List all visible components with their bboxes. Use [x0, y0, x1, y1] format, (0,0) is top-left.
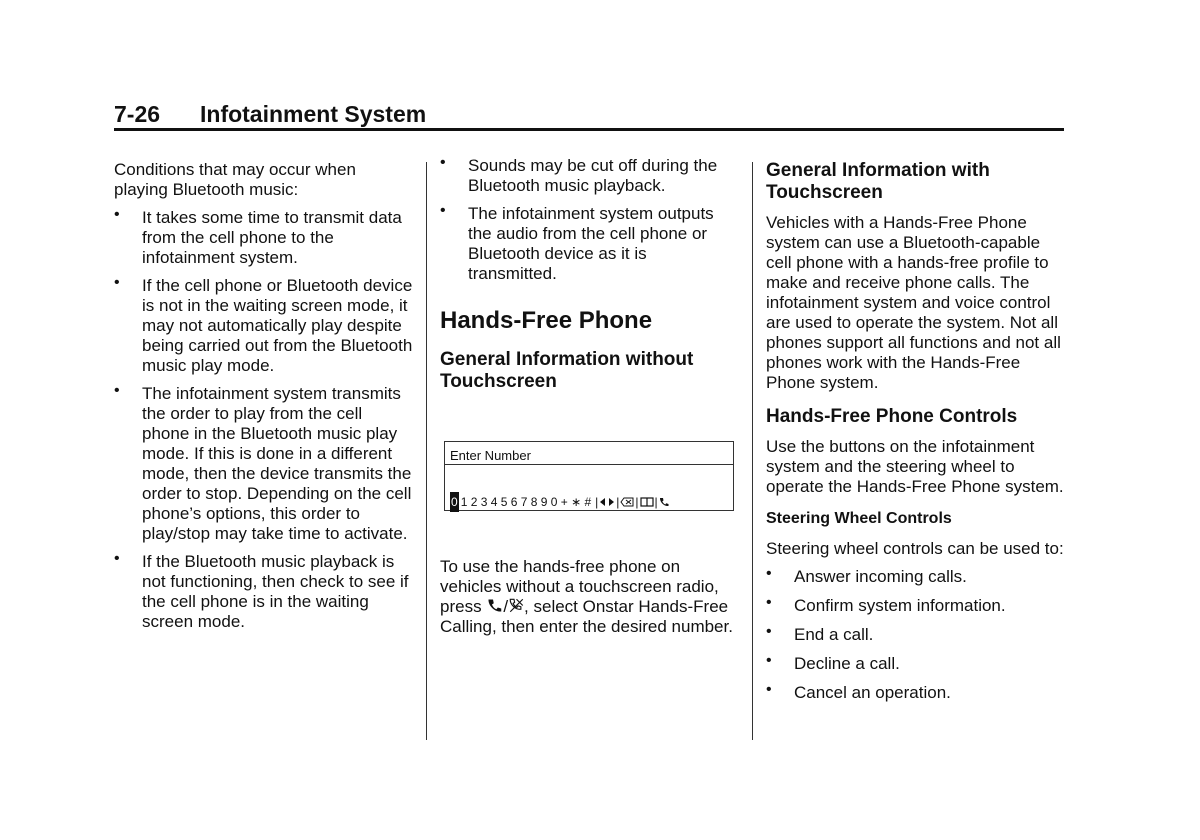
playback-notes-list [440, 156, 740, 284]
delete-icon [620, 497, 634, 507]
column-1 [114, 160, 414, 640]
column-divider-2 [752, 162, 753, 740]
page-header [114, 98, 1064, 132]
call-icon [659, 497, 669, 507]
phonebook-icon [640, 497, 654, 507]
section-title: Hands-Free Phone [440, 307, 653, 334]
column-3 [766, 160, 1066, 712]
list-item: • End a call. [766, 623, 874, 644]
list-item: • Answer incoming calls. [766, 565, 967, 586]
digit-keys: 1 2 3 4 5 6 7 8 9 0 + ∗ # [460, 495, 592, 509]
bullet: • [114, 550, 120, 567]
bullet: • [114, 382, 120, 399]
touchscreen-info-paragraph: Vehicles with a Hands-Free Phone system can use a Bluetooth-capable cell phone with a hands-free profile to make and receive phone calls. The infotainment system and voice control are used to operate the system. Not all phones support all functions and not all phones work with the Hands-Free Phone system. [766, 213, 1061, 392]
steering-wheel-functions-list [766, 567, 1066, 703]
list-item: • If the Bluetooth music playback is not functioning, then check to see if the cell phone is in the waiting screen mode. [114, 550, 409, 631]
page-number: 7-26 [114, 101, 161, 127]
number-entry-row: 0 1 2 3 4 5 6 7 8 9 0 + ∗ # | | | | [450, 492, 669, 512]
chapter-title: Infotainment System [200, 101, 427, 127]
bullet: • [766, 681, 772, 698]
steering-wheel-controls-title: Steering Wheel Controls [766, 510, 952, 527]
bullet: • [440, 154, 446, 171]
list-item: • Cancel an operation. [766, 681, 951, 702]
hang-up-icon [509, 598, 524, 613]
list-item: • The infotainment system outputs the audio from the cell phone or Bluetooth device as it is transmitted. [440, 202, 714, 283]
bluetooth-conditions-list [114, 208, 414, 632]
list-item: • Confirm system information. [766, 594, 1006, 615]
bullet: • [114, 206, 120, 223]
column-2 [440, 156, 740, 645]
list-item: • Decline a call. [766, 652, 900, 673]
subsection-title: General Information without Touchscreen [440, 349, 694, 392]
list-item: • Sounds may be cut off during the Bluetooth music playback. [440, 154, 718, 195]
screen-divider [445, 464, 733, 465]
list-item: • If the cell phone or Bluetooth device is not in the waiting screen mode, it may not automatically play despite being carried out from the Bluetooth music play mode. [114, 274, 413, 375]
hands-free-instructions: To use the hands-free phone on vehicles without a touchscreen radio, press / , select Onstar Hands-Free Calling, then enter the desired number. [440, 557, 733, 636]
selected-digit: 0 [450, 492, 459, 512]
bullet: • [766, 652, 772, 669]
header-rule [114, 128, 1064, 131]
enter-number-screen [444, 441, 734, 511]
bullet: • [766, 594, 772, 611]
list-item: • The infotainment system transmits the order to play from the cell phone in the Bluetooth music play mode. If this is done in a different mode, then the device transmits the order to stop. Depending on the cell phone’s options, this order to play/stop may take time to activate. [114, 382, 412, 543]
bullet: • [440, 202, 446, 219]
steering-wheel-intro: Steering wheel controls can be used to: [766, 539, 1064, 558]
left-right-arrows-icon [599, 497, 615, 507]
bullet: • [114, 274, 120, 291]
touchscreen-info-title: General Information with Touchscreen [766, 160, 990, 203]
list-item: • It takes some time to transmit data from the cell phone to the infotainment system. [114, 206, 402, 267]
screen-title: Enter Number [450, 448, 531, 463]
controls-paragraph: Use the buttons on the infotainment system and the steering wheel to operate the Hands-Free Phone system. [766, 437, 1064, 496]
bullet: • [766, 623, 772, 640]
intro-paragraph: Conditions that may occur when playing Bluetooth music: [114, 160, 356, 199]
bullet: • [766, 565, 772, 582]
phone-call-icon [487, 598, 502, 613]
controls-title: Hands-Free Phone Controls [766, 406, 1018, 427]
column-divider-1 [426, 162, 427, 740]
